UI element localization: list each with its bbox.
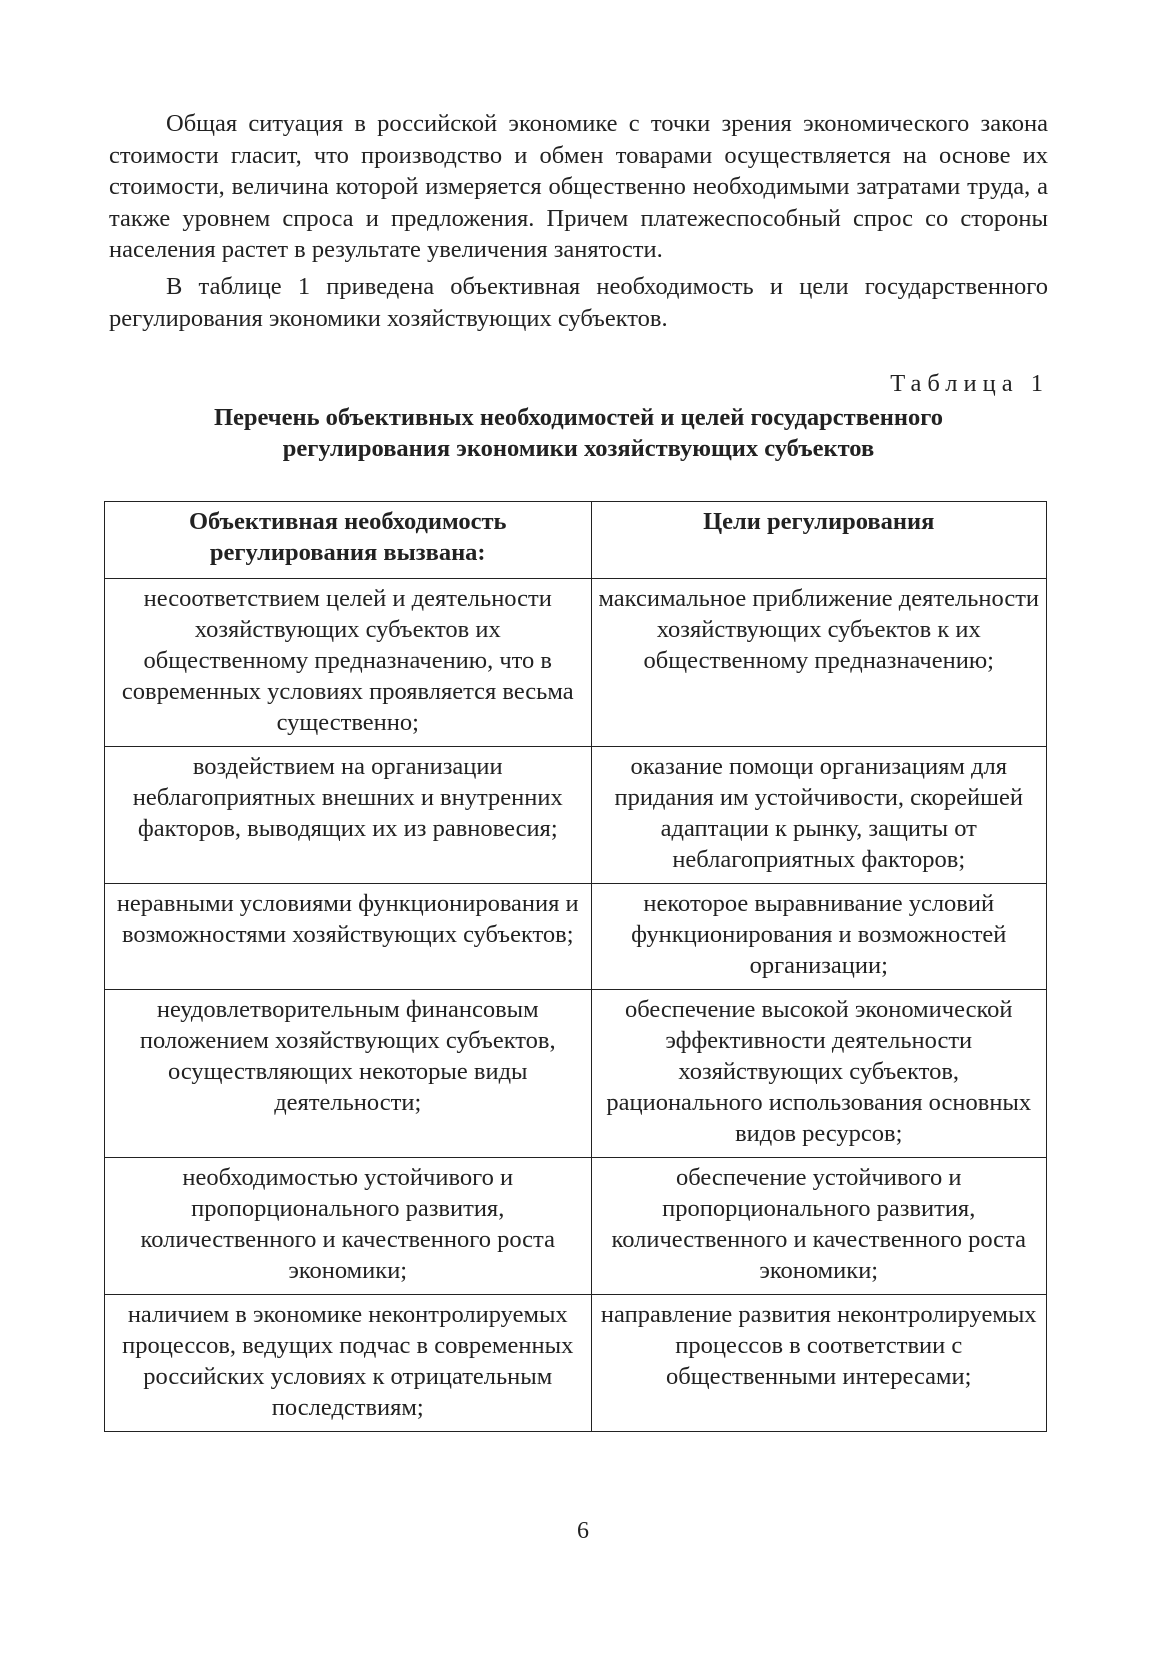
table-cell-goal: максимальное приближение деятельности хозяйствующих субъектов к их общественному предназначению; (591, 579, 1047, 747)
table-cell-goal: обеспечение высокой экономической эффективности деятельности хозяйствующих субъектов, рационального использования основных видов ресурсов; (591, 990, 1047, 1158)
table-row (105, 747, 1047, 884)
column-header-goals: Цели регулирования (591, 502, 1047, 579)
table-cell-goal: направление развития неконтролируемых процессов в соответствии с общественными интересами; (591, 1295, 1047, 1432)
table-label: Таблица 1 (890, 370, 1049, 397)
table-row (105, 990, 1047, 1158)
table-cell-necessity: несоответствием целей и деятельности хозяйствующих субъектов их общественному предназначению, что в современных условиях проявляется весьма существенно; (105, 579, 592, 747)
table-row (105, 579, 1047, 747)
page-number: 6 (577, 1518, 589, 1544)
table-title-line: Перечень объективных необходимостей и целей государственного (213, 404, 944, 431)
body-paragraph: В таблице 1 приведена объективная необходимость и цели государственного регулирования экономики хозяйствующих субъектов. (109, 273, 1048, 332)
table-cell-necessity: наличием в экономике неконтролируемых процессов, ведущих подчас в современных российских условиях к отрицательным последствиям; (105, 1295, 592, 1432)
table-cell-necessity: неудовлетворительным финансовым положением хозяйствующих субъектов, осуществляющих некоторые виды деятельности; (105, 990, 592, 1158)
regulation-table (104, 501, 1047, 1432)
table-cell-goal: оказание помощи организациям для придания им устойчивости, скорейшей адаптации к рынку, защиты от неблагоприятных факторов; (591, 747, 1047, 884)
table-cell-goal: некоторое выравнивание условий функционирования и возможностей организации; (591, 884, 1047, 990)
table-row (105, 884, 1047, 990)
column-header-necessity: Объективная необходимость регулирования вызвана: (105, 502, 592, 579)
table-title (109, 402, 1048, 464)
table-cell-goal: обеспечение устойчивого и пропорционального развития, количественного и качественного роста экономики; (591, 1158, 1047, 1295)
table-row (105, 1158, 1047, 1295)
table-cell-necessity: воздействием на организации неблагоприятных внешних и внутренних факторов, выводящих их из равновесия; (105, 747, 592, 884)
table-title-line: регулирования экономики хозяйствующих субъектов (282, 435, 875, 462)
table-cell-necessity: неравными условиями функционирования и возможностями хозяйствующих субъектов; (105, 884, 592, 990)
table-row (105, 1295, 1047, 1432)
table-cell-necessity: необходимостью устойчивого и пропорционального развития, количественного и качественного роста экономики; (105, 1158, 592, 1295)
body-paragraph: Общая ситуация в российской экономике с точки зрения экономического закона стоимости гласит, что производство и обмен товарами осуществляется на основе их стоимости, величина которой измеряется общественно необходимыми затратами труда, а также уровнем спроса и предложения. Причем платежеспособный спрос со стороны населения растет в результате увеличения занятости. (109, 110, 1048, 263)
table-header-row (105, 502, 1047, 579)
